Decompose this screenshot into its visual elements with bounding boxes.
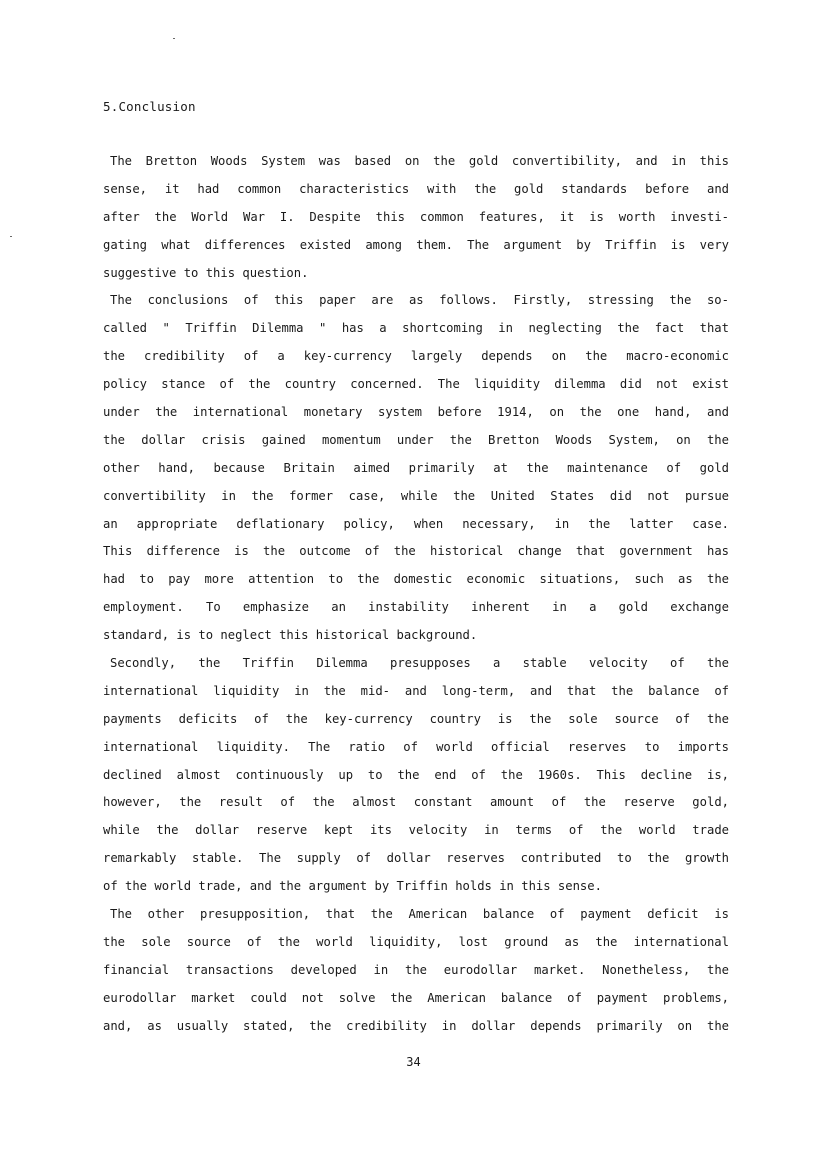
text-line: had to pay more attention to the domestic economic situations, such as the (103, 572, 729, 587)
scan-speck (10, 236, 12, 237)
text-line: international liquidity in the mid- and long-term, and that the balance of (103, 683, 729, 698)
text-line: and, as usually stated, the credibility in dollar depends primarily on the (103, 1018, 729, 1033)
text-line: other hand, because Britain aimed primarily at the maintenance of gold (103, 460, 729, 475)
text-line: The other presupposition, that the American balance of payment deficit is (110, 907, 729, 922)
text-line: called " Triffin Dilemma " has a shortcoming in neglecting the fact that (103, 321, 729, 336)
text-line: remarkably stable. The supply of dollar reserves contributed to the growth (103, 851, 729, 866)
text-line: The conclusions of this paper are as follows. Firstly, stressing the so- (110, 293, 729, 308)
text-line: declined almost continuously up to the end of the 1960s. This decline is, (103, 767, 729, 782)
text-line: while the dollar reserve kept its velocity in terms of the world trade (103, 823, 729, 838)
text-line: gating what differences existed among them. The argument by Triffin is very (103, 237, 729, 252)
body-text (103, 148, 729, 1041)
scan-speck (173, 38, 175, 39)
text-line: The Bretton Woods System was based on the gold convertibility, and in this (110, 154, 729, 168)
text-line: policy stance of the country concerned. The liquidity dilemma did not exist (103, 377, 729, 392)
text-line: however, the result of the almost constant amount of the reserve gold, (103, 795, 729, 810)
text-line: under the international monetary system before 1914, on the one hand, and (103, 405, 729, 420)
text-line: This difference is the outcome of the historical change that government has (103, 544, 729, 559)
text-line: financial transactions developed in the eurodollar market. Nonetheless, the (103, 962, 729, 977)
text-line: of the world trade, and the argument by Triffin holds in this sense. (103, 879, 602, 894)
text-line: payments deficits of the key-currency country is the sole source of the (103, 711, 729, 726)
text-line: the credibility of a key-currency largely depends on the macro-economic (103, 349, 729, 364)
text-line: the sole source of the world liquidity, lost ground as the international (103, 934, 729, 949)
text-line: eurodollar market could not solve the American balance of payment problems, (103, 990, 729, 1005)
text-line: an appropriate deflationary policy, when necessary, in the latter case. (103, 516, 729, 531)
text-line: convertibility in the former case, while the United States did not pursue (103, 488, 729, 503)
text-line: after the World War I. Despite this common features, it is worth investi- (103, 209, 729, 224)
text-line: employment. To emphasize an instability inherent in a gold exchange (103, 600, 729, 615)
page-number: 34 (406, 1055, 421, 1069)
text-line: international liquidity. The ratio of world official reserves to imports (103, 739, 729, 754)
text-line: suggestive to this question. (103, 265, 309, 280)
text-line: sense, it had common characteristics with the gold standards before and (103, 181, 729, 196)
section-heading: 5.Conclusion (103, 99, 196, 114)
text-line: Secondly, the Triffin Dilemma presupposes a stable velocity of the (110, 656, 729, 671)
text-line: the dollar crisis gained momentum under the Bretton Woods System, on the (103, 432, 729, 447)
text-line: standard, is to neglect this historical background. (103, 628, 478, 643)
